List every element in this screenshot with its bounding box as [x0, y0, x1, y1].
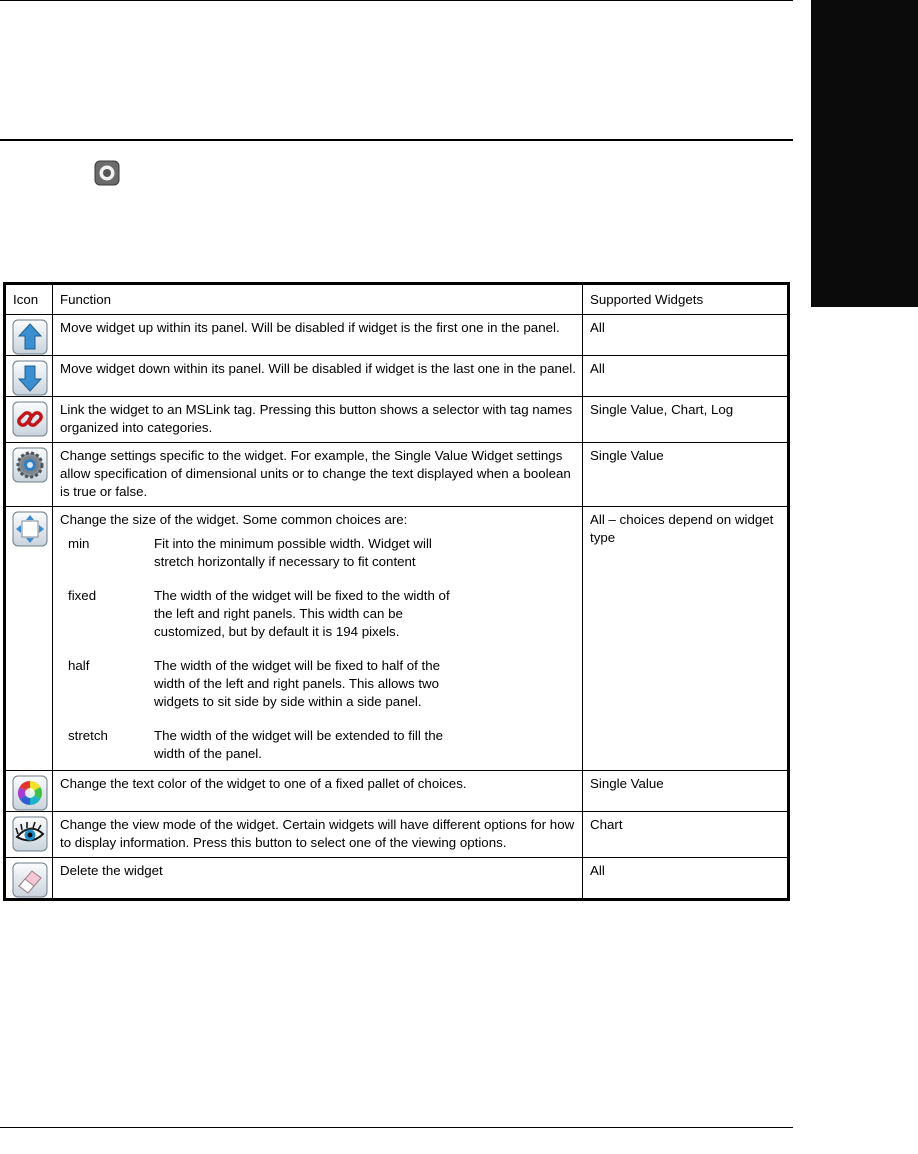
size-name: min	[68, 536, 90, 551]
size-description: The width of the widget will be extended to fill the width of the panel.	[154, 728, 444, 761]
function-text: Move widget up within its panel. Will be disabled if widget is the first one in the panel.	[53, 315, 583, 356]
size-choices	[60, 535, 576, 763]
size-description: The width of the widget will be fixed to half of the width of the left and right panels. This allows two widgets to sit side by side within a side panel.	[154, 658, 441, 709]
table-row	[5, 858, 789, 900]
widget-controls-table	[3, 282, 790, 901]
size-choice	[60, 657, 576, 711]
table-row	[5, 812, 789, 858]
supported-widgets: All	[583, 858, 789, 900]
supported-widgets: Chart	[583, 812, 789, 858]
move-up-icon[interactable]	[12, 319, 48, 355]
size-name: half	[68, 658, 90, 673]
eye-icon[interactable]	[12, 816, 48, 852]
supported-widgets: Single Value	[583, 443, 789, 507]
supported-widgets: Single Value	[583, 771, 789, 812]
resize-icon[interactable]	[12, 511, 48, 547]
table-row	[5, 771, 789, 812]
table-row	[5, 443, 789, 507]
size-name: stretch	[68, 728, 108, 743]
settings-button-icon	[94, 160, 120, 186]
function-text: Delete the widget	[53, 858, 583, 900]
header-function: Function	[53, 284, 583, 315]
table-row	[5, 315, 789, 356]
header-supported-widgets: Supported Widgets	[583, 284, 789, 315]
size-choice	[60, 727, 576, 763]
function-text: Change settings specific to the widget. For example, the Single Value Widget settings allow specification of dimensional units or to change the text displayed when a boolean is true or false.	[53, 443, 583, 507]
size-choice	[60, 587, 576, 641]
header-icon: Icon	[5, 284, 53, 315]
supported-widgets: All	[583, 315, 789, 356]
function-text: Change the size of the widget. Some common choices are:	[60, 512, 408, 527]
supported-widgets: All – choices depend on widget type	[583, 507, 789, 771]
table-header-row	[5, 284, 789, 315]
move-down-icon[interactable]	[12, 360, 48, 396]
function-text: Link the widget to an MSLink tag. Pressing this button shows a selector with tag names organized into categories.	[53, 397, 583, 443]
function-text: Change the text color of the widget to one of a fixed pallet of choices.	[53, 771, 583, 812]
table-row	[5, 397, 789, 443]
top-rule	[0, 0, 793, 1]
eraser-icon[interactable]	[12, 862, 48, 898]
header-rule	[0, 139, 793, 141]
chapter-side-tab	[811, 0, 918, 307]
size-choice	[60, 535, 576, 571]
function-text: Change the view mode of the widget. Certain widgets will have different options for how to display information. Press this button to select one of the viewing options.	[53, 812, 583, 858]
supported-widgets: Single Value, Chart, Log	[583, 397, 789, 443]
size-name: fixed	[68, 588, 97, 603]
link-icon[interactable]	[12, 401, 48, 437]
size-description: The width of the widget will be fixed to the width of the left and right panels. This width can be customized, but by default it is 194 pixels.	[154, 588, 450, 639]
table-row	[5, 356, 789, 397]
size-description: Fit into the minimum possible width. Widget will stretch horizontally if necessary to fit content	[154, 536, 432, 569]
gear-icon[interactable]	[12, 447, 48, 483]
supported-widgets: All	[583, 356, 789, 397]
color-wheel-icon[interactable]	[12, 775, 48, 811]
table-row	[5, 507, 789, 771]
footer-rule	[0, 1127, 793, 1128]
function-text: Move widget down within its panel. Will be disabled if widget is the last one in the panel.	[53, 356, 583, 397]
